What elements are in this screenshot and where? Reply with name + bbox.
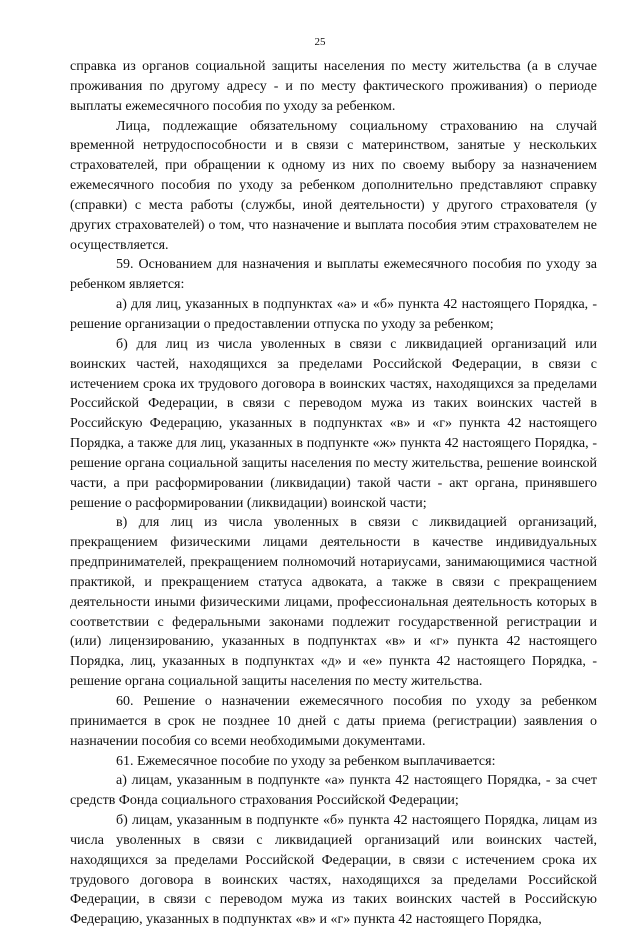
paragraph-item-60: 60. Решение о назначении ежемесячного пособия по уходу за ребенком принимается в срок не позднее 10 дней с даты приема (регистрации) заявления о назначении пособия со всеми необходимыми документами. bbox=[70, 694, 597, 749]
paragraph-item-59-a: а) для лиц, указанных в подпунктах «а» и «б» пункта 42 настоящего Порядка, - решение организации о предоставлении отпуска по уходу за ребенком; bbox=[70, 297, 597, 332]
paragraph-item-61-b: б) лицам, указанным в подпункте «б» пункта 42 настоящего Порядка, лицам из числа уволенных в связи с ликвидацией организаций или воинских частей, находящихся за пределами Российской Федерации, в связи с истечением срока их трудового договора в воинских частях, находящихся за пределами Российской Федерации, в связи с переводом мужа из таких воинских частей в Российскую Федерацию, указанных в подпунктах «в» и «г» пункта 42 настоящего Порядка, bbox=[70, 813, 597, 928]
paragraph-continuation-certificate: справка из органов социальной защиты населения по месту жительства (а в случае проживания по другому адресу - и по месту фактического проживания) о периоде выплаты ежемесячного пособия по уходу за ребенком. bbox=[70, 59, 597, 114]
paragraph-item-61: 61. Ежемесячное пособие по уходу за ребенком выплачивается: bbox=[116, 753, 496, 769]
document-body bbox=[70, 57, 597, 930]
paragraph-multiple-insurers: Лица, подлежащие обязательному социальному страхованию на случай временной нетрудоспособности и в связи с материнством, занятые у нескольких страхователей, при обращении к одному из них по своему выбору за назначением ежемесячного пособия по уходу за ребенком дополнительно представляют справку (справки) с места работы (службы, иной деятельности) у другого страхователя (у других страхователей) о том, что назначение и выплата пособия этим страхователем не осуществляется. bbox=[70, 118, 597, 253]
paragraph-item-59: 59. Основанием для назначения и выплаты ежемесячного пособия по уходу за ребенком является: bbox=[70, 257, 597, 293]
page-number: 25 bbox=[314, 36, 326, 48]
paragraph-item-61-a: а) лицам, указанным в подпункте «а» пункта 42 настоящего Порядка, - за счет средств Фонда социального страхования Российской Федерации; bbox=[70, 773, 597, 809]
paragraph-item-59-v: в) для лиц из числа уволенных в связи с ликвидацией организаций, прекращением физическими лицами деятельности в качестве индивидуальных предпринимателей, прекращением полномочий нотариусами, занимающимися частной практикой, и прекращением статуса адвоката, а также в связи с прекращением деятельности иными физическими лицами, профессиональная деятельность которых в соответствии с федеральными законами подлежит государственной регистрации и (или) лицензированию, указанных в подпунктах «в» и «г» пункта 42 настоящего Порядка, лиц, указанных в подпунктах «д» и «е» пункта 42 настоящего Порядка, - решение органа социальной защиты населения по месту жительства. bbox=[70, 515, 597, 690]
paragraph-item-59-b: б) для лиц из числа уволенных в связи с ликвидацией организаций или воинских частей, находящихся за пределами Российской Федерации, в связи с истечением срока их трудового договора в воинских частях, находящихся за пределами Российской Федерации, в связи с переводом мужа из таких воинских частей в Российскую Федерацию, указанных в подпунктах «в» и «г» пункта 42 настоящего Порядка, а также для лиц, указанных в подпункте «ж» пункта 42 настоящего Порядка, - решение органа социальной защиты населения по месту жительства, решение воинской части, а при расформировании (ликвидации) такой части - акт органа, принявшего решение о расформировании (ликвидации) воинской части; bbox=[70, 336, 597, 511]
